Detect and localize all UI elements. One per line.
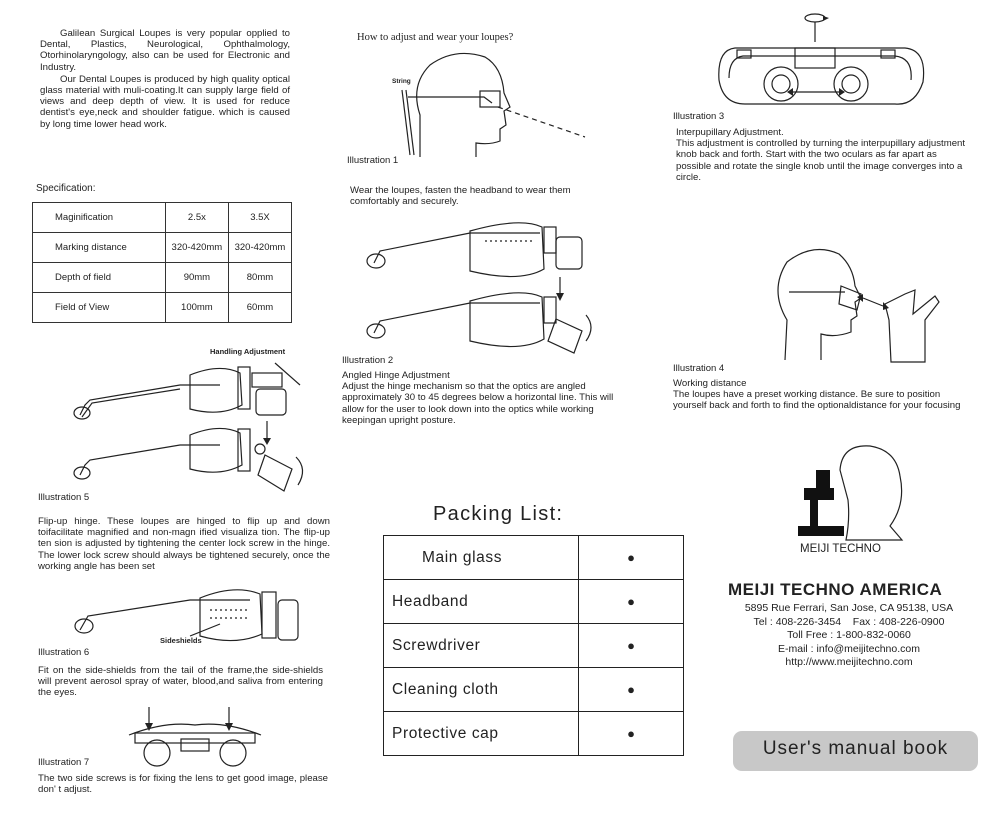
spec-table <box>32 202 292 323</box>
loupe-lower-drawing <box>74 421 303 491</box>
spec-title: Specification: <box>36 183 96 194</box>
illustration-6-caption: Illustration 6 <box>38 647 90 658</box>
illustration-2-caption: Illustration 2 <box>342 355 394 366</box>
illustration-7-drawing <box>125 705 265 767</box>
illustration-5-drawing <box>60 345 320 495</box>
bullet-mark: ● <box>579 624 684 668</box>
illustration-3-text: This adjustment is controlled by turning the interpupillary adjustment knob back and forth. Start with the two oculars as far apart as possible and rotate the single knob until the image converges into a circle. <box>676 138 966 183</box>
email-link[interactable]: E-mail : info@meijitechno.com <box>778 642 920 655</box>
string-label: String <box>392 78 411 85</box>
spec-label: Maginification <box>33 203 166 233</box>
illustration-3-title: Interpupillary Adjustment. <box>676 127 784 138</box>
bullet-mark: ● <box>579 668 684 712</box>
spec-value: 320-420mm <box>165 233 228 263</box>
illustration-4-text: The loupes have a preset working distance. Be sure to position yourself back and forth to find the optionaldistance for your focusing <box>673 389 961 412</box>
table-row <box>384 712 684 756</box>
packing-item: Cleaning cloth <box>384 668 579 712</box>
intro-paragraph-2: Our Dental Loupes is produced by high quality optical glass material with muli-coating.It can supply large field of views and deep depth of view. It is used for reduce dentist's eye,neck and shoulder fatigue. which is caused by long time lower head work. <box>40 73 290 130</box>
loupe-upper-drawing <box>367 223 582 277</box>
spec-label: Marking distance <box>33 233 166 263</box>
packing-item: Main glass <box>384 536 579 580</box>
illustration-7-text: The two side screws is for fixing the lens to get good image, please don' t adjust. <box>38 773 328 796</box>
illustration-3-block <box>676 127 968 183</box>
packing-list-title: Packing List: <box>433 503 564 525</box>
illustration-2-text: Adjust the hinge mechanism so that the optics are angled approximately 30 to 45 degrees below a horizontal line. This will allow for the user to look down into the optics while working keepingan upright posture. <box>342 381 614 426</box>
illustration-4-block <box>673 378 973 412</box>
company-name: MEIJI TECHNO AMERICA <box>728 580 943 599</box>
illustration-7-caption: Illustration 7 <box>38 757 90 768</box>
illustration-4-drawing <box>765 240 945 365</box>
intro-text <box>40 28 290 130</box>
spec-label: Field of View <box>33 293 166 323</box>
manual-badge <box>733 731 978 771</box>
sideshields-label: Sideshields <box>160 636 202 645</box>
table-row <box>33 293 292 323</box>
table-row <box>33 203 292 233</box>
table-row <box>384 536 684 580</box>
website-link[interactable]: http://www.meijitechno.com <box>785 656 913 668</box>
illustration-1-drawing <box>380 45 600 160</box>
illustration-5-caption: Illustration 5 <box>38 492 90 503</box>
spec-value: 3.5X <box>228 203 291 233</box>
spec-value: 90mm <box>165 263 228 293</box>
illustration-6-text: Fit on the side-shields from the tail of the frame,the side-shields will prevent aerosol spray of water, blood,and saliva from entering the eyes. <box>38 665 323 699</box>
illustration-4-caption: Illustration 4 <box>673 363 725 374</box>
packing-item: Protective cap <box>384 712 579 756</box>
packing-list-table <box>383 535 684 756</box>
table-row <box>384 668 684 712</box>
telephone: Tel : 408-226-3454 <box>753 615 842 628</box>
phone-fax-line <box>728 616 970 630</box>
illustration-3-caption: Illustration 3 <box>673 111 725 122</box>
illustration-4-title: Working distance <box>673 378 747 389</box>
table-row <box>33 263 292 293</box>
handling-adjustment-label: Handling Adjustment <box>210 347 286 356</box>
spec-value: 60mm <box>228 293 291 323</box>
spec-value: 2.5x <box>165 203 228 233</box>
loupe-upper-drawing <box>74 363 300 419</box>
bullet-mark: ● <box>579 536 684 580</box>
illustration-1-caption: Illustration 1 <box>347 155 399 166</box>
loupe-lower-drawing <box>367 277 591 353</box>
spec-label: Depth of field <box>33 263 166 293</box>
adjust-heading: How to adjust and wear your loupes? <box>357 32 514 43</box>
spec-value: 320-420mm <box>228 233 291 263</box>
packing-item: Headband <box>384 580 579 624</box>
illustration-1-text: Wear the loupes, fasten the headband to wear them comfortably and securely. <box>350 185 571 208</box>
illustration-2-block <box>342 370 632 426</box>
address: 5895 Rue Ferrari, San Jose, CA 95138, USA <box>744 602 954 614</box>
toll-free: Toll Free : 1-800-832-0060 <box>787 629 911 641</box>
logo-text: MEIJI TECHNO <box>800 543 881 555</box>
table-row <box>384 580 684 624</box>
intro-paragraph-1: Galilean Surgical Loupes is very popular opplied to Dental, Plastics, Neurological, Ophthalmology, Otorhinolaryngology, also can be used for Electronic and Industry. <box>40 28 290 73</box>
illustration-5-text: Flip-up hinge. These loupes are hinged to flip up and down toifacilitate magnified and non-magn ified visualiza tion. The flip-up ten sion is adjusted by tightening the center lock screw in the hinge. The lower lock screw should always be tightened securely, once the working angle has been set <box>38 516 330 572</box>
illustration-2-title: Angled Hinge Adjustment <box>342 370 450 381</box>
table-row <box>33 233 292 263</box>
packing-item: Screwdriver <box>384 624 579 668</box>
illustration-2-drawing <box>360 215 600 355</box>
bullet-mark: ● <box>579 712 684 756</box>
manual-label: User's manual book <box>762 738 949 759</box>
fax: Fax : 408-226-0900 <box>852 615 945 628</box>
spec-value: 80mm <box>228 263 291 293</box>
illustration-3-drawing <box>715 10 930 110</box>
contact-block <box>728 602 970 670</box>
bullet-mark: ● <box>579 580 684 624</box>
spec-value: 100mm <box>165 293 228 323</box>
meiji-logo-drawing <box>790 440 910 545</box>
table-row <box>384 624 684 668</box>
